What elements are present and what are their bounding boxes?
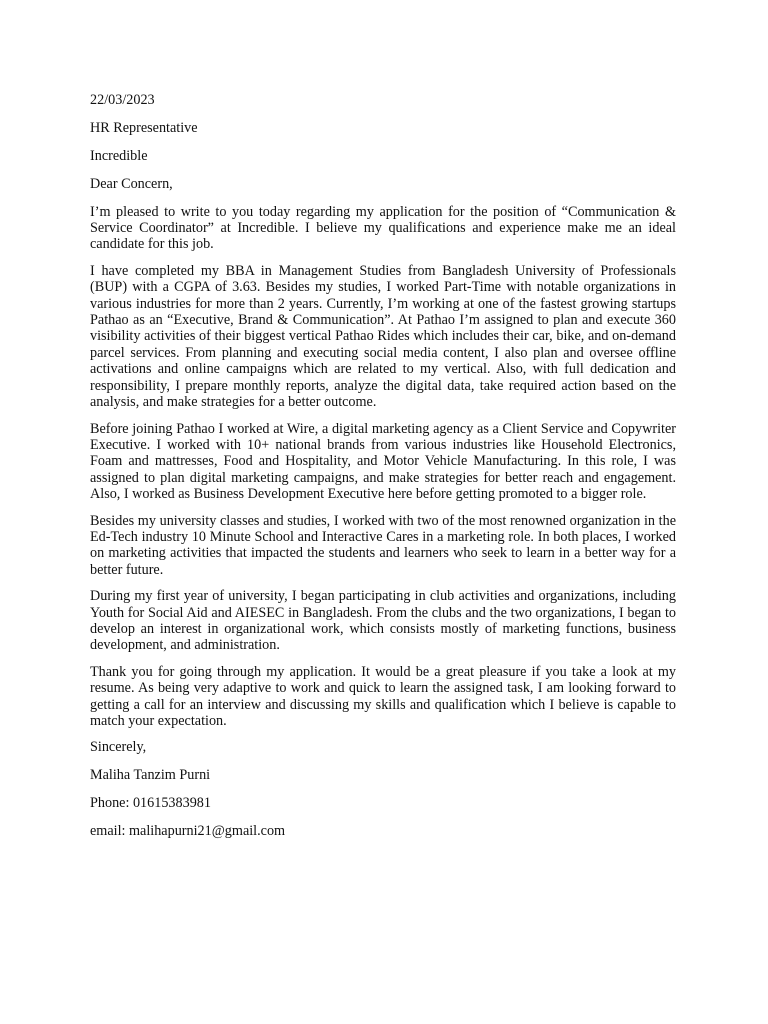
paragraph-clubs: During my first year of university, I began participating in club activities and organizations, including Youth for Social Aid and AIESEC in Bangladesh. From the clubs and the two organizations, I began to develop an interest in organizational work, which consists mostly of marketing functions, business development, and administration.	[90, 588, 676, 654]
recipient-title: HR Representative	[90, 119, 198, 136]
recipient-company: Incredible	[90, 147, 148, 164]
closing-phrase: Sincerely,	[90, 739, 147, 756]
paragraph-edtech: Besides my university classes and studies, I worked with two of the most renowned organization in the Ed-Tech industry 10 Minute School and Interactive Cares in a marketing role. In both places, I worked on marketing activities that impacted the students and learners who seek to learn in a better way for a better future.	[90, 512, 676, 578]
letter-date: 22/03/2023	[90, 92, 155, 108]
salutation: Dear Concern,	[90, 175, 173, 192]
paragraph-education-pathao: I have completed my BBA in Management Studies from Bangladesh University of Professionals (BUP) with a CGPA of 3.63. Besides my studies, I worked Part-Time with notable organizations in various industries for more than 2 years. Currently, I’m working at one of the fastest growing startups Pathao as an “Executive, Brand & Communication”. At Pathao I’m assigned to plan and execute 360 visibility activities of their biggest vertical Pathao Rides which includes their car, bike, and on-demand parcel services. From planning and executing social media content, I also plan and oversee offline activations and online campaigns which are related to my vertical. Also, with full dedication and responsibility, I prepare monthly reports, analyze the digital data, take required action based on the analysis, and make strategies for a better outcome.	[90, 262, 676, 411]
paragraph-wire: Before joining Pathao I worked at Wire, a digital marketing agency as a Client Service and Copywriter Executive. I worked with 10+ national brands from various industries like Household Electronics, Foam and mattresses, Food and Hospitality, and Motor Vehicle Manufacturing. In this role, I was assigned to plan digital marketing campaigns, and make strategies for better reach and engagement. Also, I worked as Business Development Executive here before getting promoted to a bigger role.	[90, 420, 676, 503]
paragraph-closing: Thank you for going through my application. It would be a great pleasure if you take a look at my resume. As being very adaptive to work and quick to learn the assigned task, I am looking forward to getting a call for an interview and discussing my skills and qualification which I believe is capable to match your expectation.	[90, 663, 676, 729]
signer-email: email: malihapurni21@gmail.com	[90, 823, 286, 840]
cover-letter	[90, 92, 676, 851]
signer-name: Maliha Tanzim Purni	[90, 767, 211, 784]
signer-phone: Phone: 01615383981	[90, 795, 211, 812]
paragraph-intro: I’m pleased to write to you today regarding my application for the position of “Communication & Service Coordinator” at Incredible. I believe my qualifications and experience make me an ideal candidate for this job.	[90, 203, 676, 253]
